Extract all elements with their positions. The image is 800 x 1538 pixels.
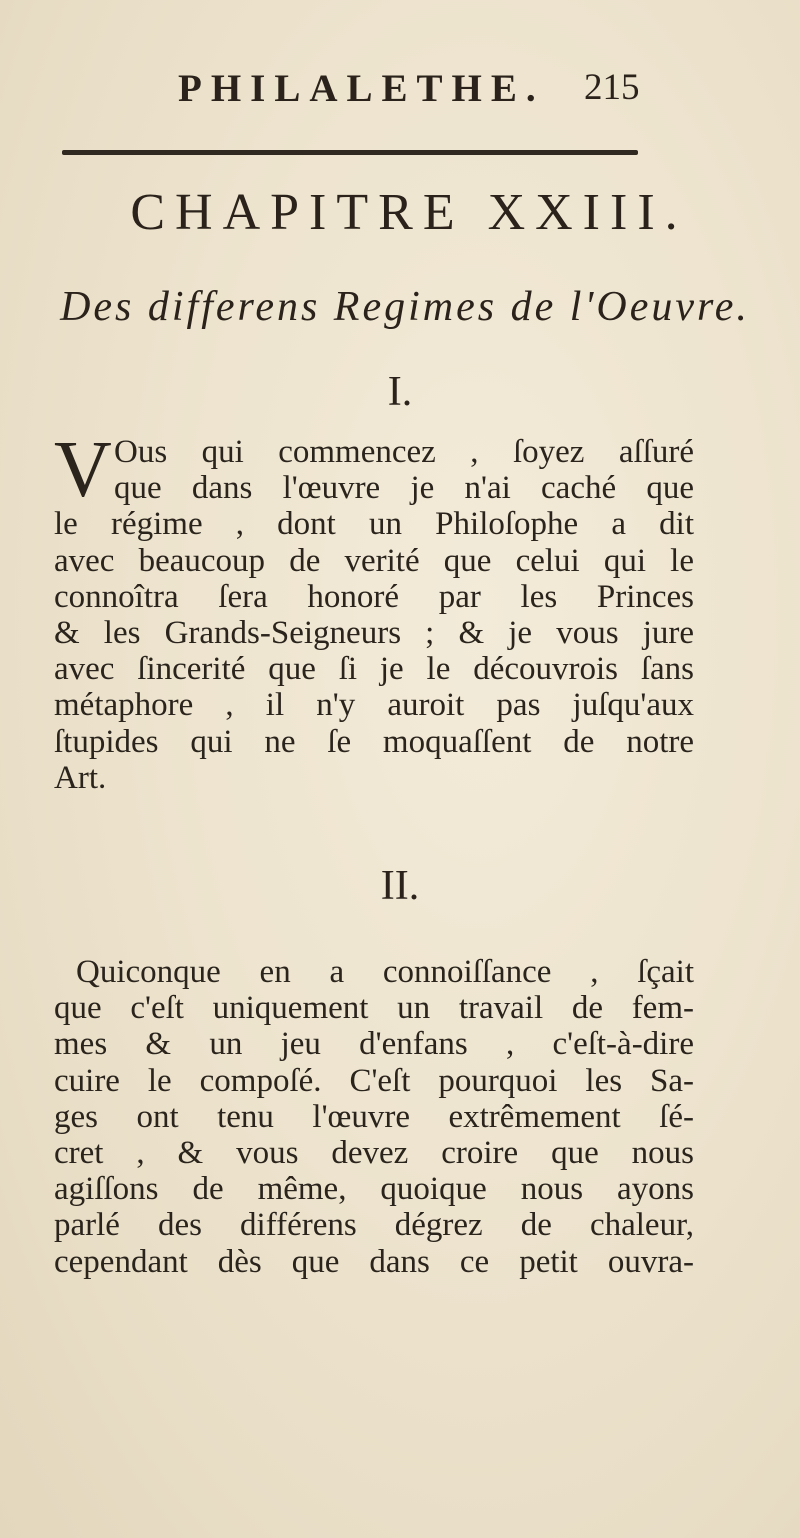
- text-line: cret , & vous devez croire que nous: [54, 1135, 694, 1172]
- chapter-title: CHAPITRE XXIII.: [130, 184, 688, 241]
- chapter-subtitle: Des differens Regimes de l'Oeuvre.: [60, 284, 750, 330]
- text-line: que c'eſt uniquement un travail de fem-: [54, 990, 694, 1027]
- text-line: ſtupides qui ne ſe moquaſſent de notre: [54, 723, 694, 760]
- text-line: avec ſincerité que ſi je le découvrois ſans: [54, 651, 694, 688]
- text-line: Quiconque en a connoiſſance , ſçait: [76, 954, 694, 990]
- section-number-1: I.: [387, 369, 413, 415]
- text-line: avec beaucoup de verité que celui qui le: [54, 542, 694, 579]
- text-line: parlé des différens dégrez de chaleur,: [54, 1207, 694, 1244]
- text-line: mes & un jeu d'enfans , c'eſt-à-dire: [54, 1026, 694, 1063]
- text-line: que dans l'œuvre je n'ai caché que: [114, 470, 694, 507]
- header-rule: [62, 150, 638, 155]
- text-line: Ous qui commencez , ſoyez aſſuré: [114, 434, 694, 470]
- drop-cap: V: [54, 426, 112, 514]
- text-line: le régime , dont un Philoſophe a dit: [54, 506, 694, 543]
- paragraph-1: [54, 434, 694, 796]
- text-line: agiſſons de même, quoique nous ayons: [54, 1171, 694, 1208]
- text-line: Art.: [54, 759, 107, 796]
- text-line: connoîtra ſera honoré par les Princes: [54, 578, 694, 615]
- text-line: & les Grands-Seigneurs ; & je vous jure: [54, 615, 694, 652]
- text-line: ges ont tenu l'œuvre extrêmement ſé-: [54, 1098, 694, 1135]
- page-number: 215: [584, 67, 640, 108]
- running-title: PHILALETHE.: [178, 67, 545, 110]
- text-line: cependant dès que dans ce petit ouvra-: [54, 1243, 694, 1280]
- paragraph-2: [54, 954, 694, 1280]
- section-number-2: II.: [380, 863, 420, 909]
- text-line: cuire le compoſé. C'eſt pourquoi les Sa-: [54, 1062, 694, 1099]
- running-head: [0, 66, 800, 126]
- text-line: métaphore , il n'y auroit pas juſqu'aux: [54, 687, 694, 724]
